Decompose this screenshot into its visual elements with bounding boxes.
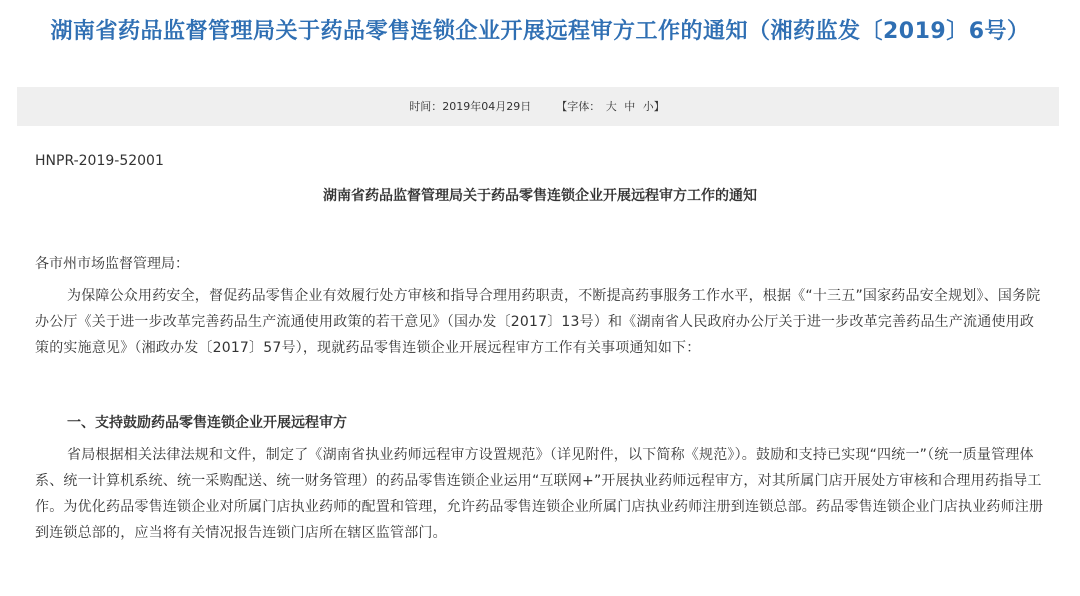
document-number: HNPR-2019-52001	[35, 153, 164, 169]
salutation: 各市州市场监督管理局：	[35, 256, 189, 272]
font-size-label: 【字体：	[556, 100, 601, 113]
paragraph-intro: 为保障公众用药安全，督促药品零售企业有效履行处方审核和指导合理用药职责，不断提高药事服务工作水平，根据《“十三五”国家药品安全规划》、国务院办公厅《关于进一步改革完善药品生产流通使用政策的若干意见》（国办发〔2017〕13号）和《湖南省人民政府办公厅关于进一步改革完善药品生产流通使用政策的实施意见》（湘政办发〔2017〕57号），现就药品零售连锁企业开展远程审方工作有关事项通知如下：	[35, 288, 1041, 356]
font-medium-link[interactable]: 中	[624, 100, 636, 113]
font-large-link[interactable]: 大	[605, 100, 617, 113]
publish-time: 时间：2019年04月29日	[409, 100, 532, 113]
meta-bar	[17, 87, 1059, 126]
paragraph-section-1: 省局根据相关法律法规和文件，制定了《湖南省执业药师远程审方设置规范》（详见附件，以下简称《规范》）。鼓励和支持已实现“四统一”（统一质量管理体系、统一计算机系统、统一采购配送、统一财务管理）的药品零售连锁企业运用“互联网+”开展执业药师远程审方，对其所属门店开展处方审核和合理用药指导工作。为优化药品零售连锁企业对所属门店执业药师的配置和管理，允许药品零售连锁企业所属门店执业药师注册到连锁总部。药品零售连锁企业门店执业药师注册到连锁总部的，应当将有关情况报告连锁门店所在辖区监管部门。	[35, 447, 1044, 541]
notice-title: 湖南省药品监督管理局关于药品零售连锁企业开展远程审方工作的通知	[323, 188, 757, 204]
font-small-link[interactable]: 小】	[642, 100, 665, 113]
page-title: 湖南省药品监督管理局关于药品零售连锁企业开展远程审方工作的通知（湘药监发〔2019〕6号）	[50, 19, 1030, 44]
section-heading-1: 一、支持鼓励药品零售连锁企业开展远程审方	[67, 415, 347, 431]
